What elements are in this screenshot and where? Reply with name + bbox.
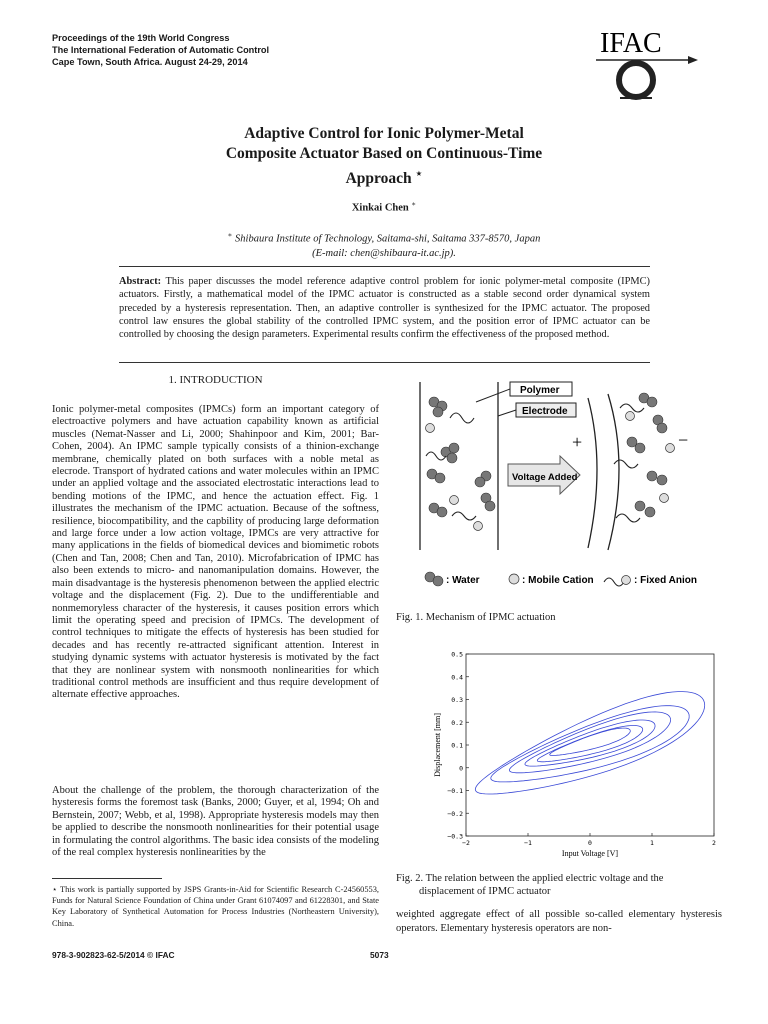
hysteresis-loop [525, 720, 655, 766]
header-line-2: The International Federation of Automatic Control [52, 45, 270, 55]
intro-paragraph-1: Ionic polymer-metal composites (IPMCs) form an important category of electroactive polymers and have actuation capability known as artificial muscles (Nemat-Nasser and Li, 2000; Shahinpoor and Kim, 2001; Bar-Cohen, 2004). An IPMC sample typically consists of a thinion-exchange membrane, chemically plated on both surfaces with a noble metal as elecrode. Transport of hydrated cations and water molecules within an IPMC under an applied voltage and the associated electrostatic interactions lead to bending motions of the IPMC, and hence the actuation effect. Fig. 1 illustrates the mechanism of the IPMC actuation. Because of the softness, resilience, biocompatibility, and the capbility of producing large deformation and large force under a low action voltage, IPMCs are very attractive for many applications in the fields of biomedical devices and biomimetic robots (Chen and Tan, 2008; Chen and Tan, 2010). Microfabrication of IPMC has also been extends to micro- and nanomanipulation domains. However, the main disadvantage is the hysteresis phenomenon between the applied electric voltage and the displacement (Fig. 2). Due to the undifferentiable and nonmemoryless character of the hysteresis, it causes position errors which limit the operating speed and precision of IPMCs. The development of control techniques to mitigate the effects of hysteresis has been studied for decades and has recently re-attracted significant attention. Interest in studying dynamic systems with actuator hysteresis is motivated by the fact that they are nonlinear system with nonsmooth nonlinearities for which traditional control methods are insufficient and thus require development of alternate effective approaches. [52, 404, 379, 701]
header-line-3: Cape Town, South Africa. August 24-29, 2014 [52, 57, 248, 67]
paper-title [150, 124, 618, 189]
figure-1-legend [425, 572, 697, 586]
figure-2-chart [428, 646, 718, 858]
footnote-rule [52, 878, 162, 879]
x-tick-label: 0 [588, 839, 592, 847]
abstract-top-rule [119, 266, 650, 267]
abstract-text: This paper discusses the model reference adaptive control problem for ionic polymer-metal composite (IPMC) actuators. Firstly, a mathematical model of the IPMC actuator is constructed as a stable second order dynamical system preceded by a hysteresis representation. Then, an adaptive controller is synthesized for the IPMC actuator. The proposed control law ensures the global stability of the controlled IPMC system, and the position error of IPMC actuator can be controlled by choosing the design parameters. Experimental results confirm the effectiveness of the proposed method. [119, 276, 650, 341]
affiliation-line-1: Shibaura Institute of Technology, Saitama-shi, Saitama 337-8570, Japan [235, 233, 541, 245]
plus-sign: + [572, 432, 583, 452]
x-tick-label: −1 [524, 839, 532, 847]
anion-chains [426, 404, 644, 522]
y-tick-label: 0.2 [451, 718, 463, 727]
footnote [52, 884, 379, 929]
author-name: Xinkai Chen [351, 202, 409, 214]
y-tick-label: −0.3 [447, 832, 463, 841]
plot-frame [466, 654, 714, 836]
figure-2-caption-line-1: Fig. 2. The relation between the applied electric voltage and the [396, 873, 664, 884]
intro-paragraph-2: About the challenge of the problem, the thorough characterization of the hysteresis forms the foremost task (Banks, 2000; Guyer, et al, 1994; Oh and Bernstein, 2007; Webb, et al, 1998). Appropriate hysteresis models may then be applied to describe the nonsmooth nonlinearities for their potential usage in formulating the control algorithms. The basic idea consists of the modeling of the real complex hysteresis nonlinearities by the [52, 785, 379, 859]
figure-2-caption [396, 873, 722, 898]
polymer-label: Polymer [520, 385, 560, 396]
y-tick-label: 0.1 [451, 741, 463, 750]
figure-1-caption: Fig. 1. Mechanism of IPMC actuation [396, 612, 556, 623]
title-star: ⋆ [415, 168, 423, 180]
abstract [119, 275, 650, 341]
affiliation [120, 228, 648, 261]
y-axis-label: Displacement [mm] [433, 713, 442, 777]
y-tick-label: 0.3 [451, 696, 463, 704]
y-tick-label: 0.4 [451, 673, 463, 682]
x-tick-label: −2 [462, 839, 470, 847]
x-axis-label: Input Voltage [V] [561, 849, 619, 858]
legend-anion: : Fixed Anion [634, 575, 697, 586]
y-tick-label: 0 [459, 764, 463, 773]
figure-1-illustration [400, 378, 722, 596]
legend-water: : Water [446, 575, 480, 586]
electrode-label: Electrode [522, 406, 568, 417]
y-tick-label: −0.2 [447, 809, 463, 818]
header-line-1: Proceedings of the 19th World Congress [52, 33, 230, 43]
proceedings-header [52, 32, 269, 68]
footnote-text: This work is partially supported by JSPS Grants-in-Aid for Scientific Research C-24560553, Funds for Natural Science Foundation of China under Grant 61074097 and 61228301, and State Key Laboratory of Synthetical Automation for Process Industries (Northeastern University), China. [52, 885, 379, 928]
legend-cation: : Mobile Cation [522, 575, 594, 586]
title-line-1: Adaptive Control for Ionic Polymer-Metal [244, 125, 524, 142]
ifac-logo-text: IFAC [600, 28, 662, 59]
section-heading: 1. INTRODUCTION [168, 374, 263, 386]
figure-2-caption-line-2: displacement of IPMC actuator [419, 885, 551, 897]
minus-sign: − [678, 430, 689, 450]
y-tick-label: 0.5 [451, 650, 463, 659]
abstract-label: Abstract: [119, 276, 162, 287]
x-tick-label: 1 [650, 839, 654, 847]
footer-isbn: 978-3-902823-62-5/2014 © IFAC [52, 950, 175, 960]
ifac-logo [592, 22, 700, 114]
author [150, 200, 618, 214]
y-tick-label: −0.1 [447, 787, 463, 795]
voltage-added-label: Voltage Added [512, 472, 578, 483]
abstract-bottom-rule [119, 362, 650, 363]
hysteresis-loop [475, 692, 704, 794]
affiliation-mark: ∗ [227, 231, 233, 239]
title-line-3: Approach [345, 170, 412, 188]
hysteresis-loop [509, 712, 670, 773]
footnote-mark: ⋆ [52, 885, 58, 894]
page-number: 5073 [370, 950, 389, 960]
author-mark: ∗ [411, 200, 417, 208]
hysteresis-loop [491, 706, 689, 782]
title-line-2: Composite Actuator Based on Continuous-Time [225, 145, 543, 162]
x-tick-label: 2 [712, 839, 716, 847]
affiliation-line-2: (E-mail: chen@shibaura-it.ac.jp). [312, 247, 456, 259]
right-column-text: weighted aggregate effect of all possible so-called elementary hysteresis operators. Elementary hysteresis operators are non- [396, 909, 722, 934]
